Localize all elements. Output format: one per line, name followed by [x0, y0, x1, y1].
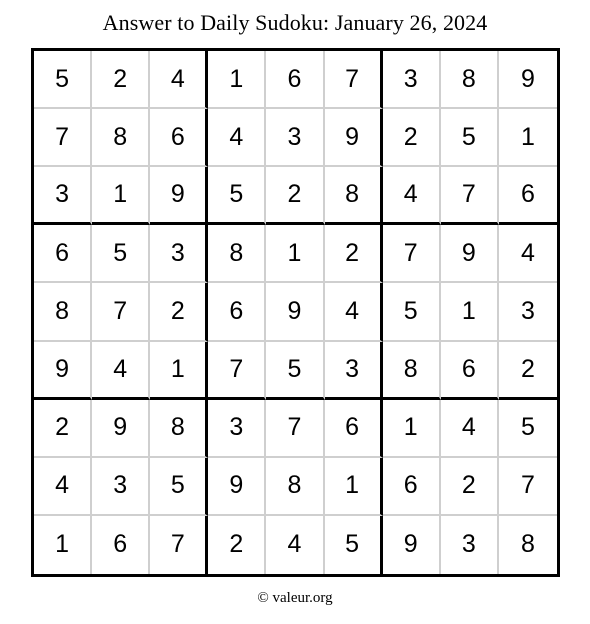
sudoku-cell-r2-c9: 1 — [499, 109, 557, 167]
sudoku-cell-r8-c9: 7 — [499, 458, 557, 516]
sudoku-cell-r2-c3: 6 — [150, 109, 208, 167]
sudoku-cell-r5-c3: 2 — [150, 283, 208, 341]
sudoku-cell-r4-c4: 8 — [208, 225, 266, 283]
sudoku-cell-r1-c9: 9 — [499, 51, 557, 109]
sudoku-cell-r1-c5: 6 — [266, 51, 324, 109]
sudoku-cell-r9-c2: 6 — [92, 516, 150, 574]
sudoku-cell-r7-c4: 3 — [208, 400, 266, 458]
copyright-footer: © valeur.org — [257, 590, 333, 606]
sudoku-cell-r3-c3: 9 — [150, 167, 208, 225]
sudoku-cell-r7-c3: 8 — [150, 400, 208, 458]
sudoku-cell-r8-c8: 2 — [441, 458, 499, 516]
sudoku-cell-r1-c1: 5 — [34, 51, 92, 109]
sudoku-cell-r6-c5: 5 — [266, 342, 324, 400]
sudoku-cell-r2-c4: 4 — [208, 109, 266, 167]
page-title: Answer to Daily Sudoku: January 26, 2024 — [102, 10, 488, 35]
sudoku-cell-r8-c5: 8 — [266, 458, 324, 516]
sudoku-cell-r2-c8: 5 — [441, 109, 499, 167]
sudoku-cell-r8-c6: 1 — [325, 458, 383, 516]
sudoku-cell-r5-c1: 8 — [34, 283, 92, 341]
sudoku-cell-r2-c2: 8 — [92, 109, 150, 167]
sudoku-cell-r5-c2: 7 — [92, 283, 150, 341]
sudoku-cell-r2-c1: 7 — [34, 109, 92, 167]
sudoku-cell-r3-c4: 5 — [208, 167, 266, 225]
sudoku-cell-r2-c7: 2 — [383, 109, 441, 167]
sudoku-cell-r1-c6: 7 — [325, 51, 383, 109]
sudoku-cell-r9-c1: 1 — [34, 516, 92, 574]
sudoku-cell-r5-c9: 3 — [499, 283, 557, 341]
sudoku-cell-r6-c8: 6 — [441, 342, 499, 400]
sudoku-cell-r4-c8: 9 — [441, 225, 499, 283]
sudoku-cell-r4-c6: 2 — [325, 225, 383, 283]
sudoku-cell-r4-c2: 5 — [92, 225, 150, 283]
sudoku-cell-r8-c1: 4 — [34, 458, 92, 516]
sudoku-cell-r6-c2: 4 — [92, 342, 150, 400]
sudoku-cell-r4-c5: 1 — [266, 225, 324, 283]
sudoku-cell-r6-c4: 7 — [208, 342, 266, 400]
sudoku-cell-r8-c3: 5 — [150, 458, 208, 516]
sudoku-cell-r3-c6: 8 — [325, 167, 383, 225]
sudoku-cell-r9-c8: 3 — [441, 516, 499, 574]
sudoku-cell-r4-c1: 6 — [34, 225, 92, 283]
sudoku-cell-r1-c8: 8 — [441, 51, 499, 109]
sudoku-cell-r9-c4: 2 — [208, 516, 266, 574]
sudoku-cell-r9-c9: 8 — [520, 530, 535, 559]
sudoku-cell-r5-c7: 5 — [383, 283, 441, 341]
sudoku-cell-r7-c1: 2 — [34, 400, 92, 458]
sudoku-cell-r3-c1: 3 — [34, 167, 92, 225]
sudoku-cell-r7-c2: 9 — [92, 400, 150, 458]
sudoku-cell-r9-c6: 5 — [325, 516, 383, 574]
sudoku-board — [31, 48, 560, 577]
sudoku-cell-r9-c5: 4 — [266, 516, 324, 574]
sudoku-cell-r3-c2: 1 — [92, 167, 150, 225]
sudoku-cell-r1-c4: 1 — [208, 51, 266, 109]
sudoku-cell-r1-c2: 2 — [92, 51, 150, 109]
sudoku-cell-r6-c7: 8 — [383, 342, 441, 400]
sudoku-cell-r8-c7: 6 — [383, 458, 441, 516]
sudoku-cell-r3-c5: 2 — [266, 167, 324, 225]
sudoku-cell-r6-c9: 2 — [499, 342, 557, 400]
sudoku-cell-r4-c9: 4 — [499, 225, 557, 283]
sudoku-cell-r8-c4: 9 — [208, 458, 266, 516]
sudoku-cell-r5-c5: 9 — [266, 283, 324, 341]
sudoku-cell-r9-c7: 9 — [383, 516, 441, 574]
sudoku-cell-r5-c8: 1 — [441, 283, 499, 341]
sudoku-cell-r3-c9: 6 — [499, 167, 557, 225]
sudoku-cell-r8-c2: 3 — [92, 458, 150, 516]
sudoku-cell-r7-c7: 1 — [383, 400, 441, 458]
sudoku-cell-r6-c6: 3 — [325, 342, 383, 400]
sudoku-cell-r7-c5: 7 — [266, 400, 324, 458]
sudoku-cell-r1-c3: 4 — [150, 51, 208, 109]
sudoku-cell-r3-c8: 7 — [441, 167, 499, 225]
sudoku-cell-r7-c9: 5 — [499, 400, 557, 458]
sudoku-cell-r3-c7: 4 — [383, 167, 441, 225]
sudoku-cell-r2-c6: 9 — [325, 109, 383, 167]
sudoku-cell-r4-c7: 7 — [383, 225, 441, 283]
sudoku-cell-r6-c1: 9 — [34, 342, 92, 400]
sudoku-cell-r7-c6: 6 — [325, 400, 383, 458]
sudoku-cell-r6-c3: 1 — [150, 342, 208, 400]
sudoku-cell-r2-c5: 3 — [266, 109, 324, 167]
sudoku-cell-r1-c7: 3 — [383, 51, 441, 109]
sudoku-cell-r5-c4: 6 — [208, 283, 266, 341]
sudoku-cell-r4-c3: 3 — [150, 225, 208, 283]
sudoku-cell-r5-c6: 4 — [325, 283, 383, 341]
sudoku-cell-r7-c8: 4 — [441, 400, 499, 458]
sudoku-cell-r9-c3: 7 — [150, 516, 208, 574]
